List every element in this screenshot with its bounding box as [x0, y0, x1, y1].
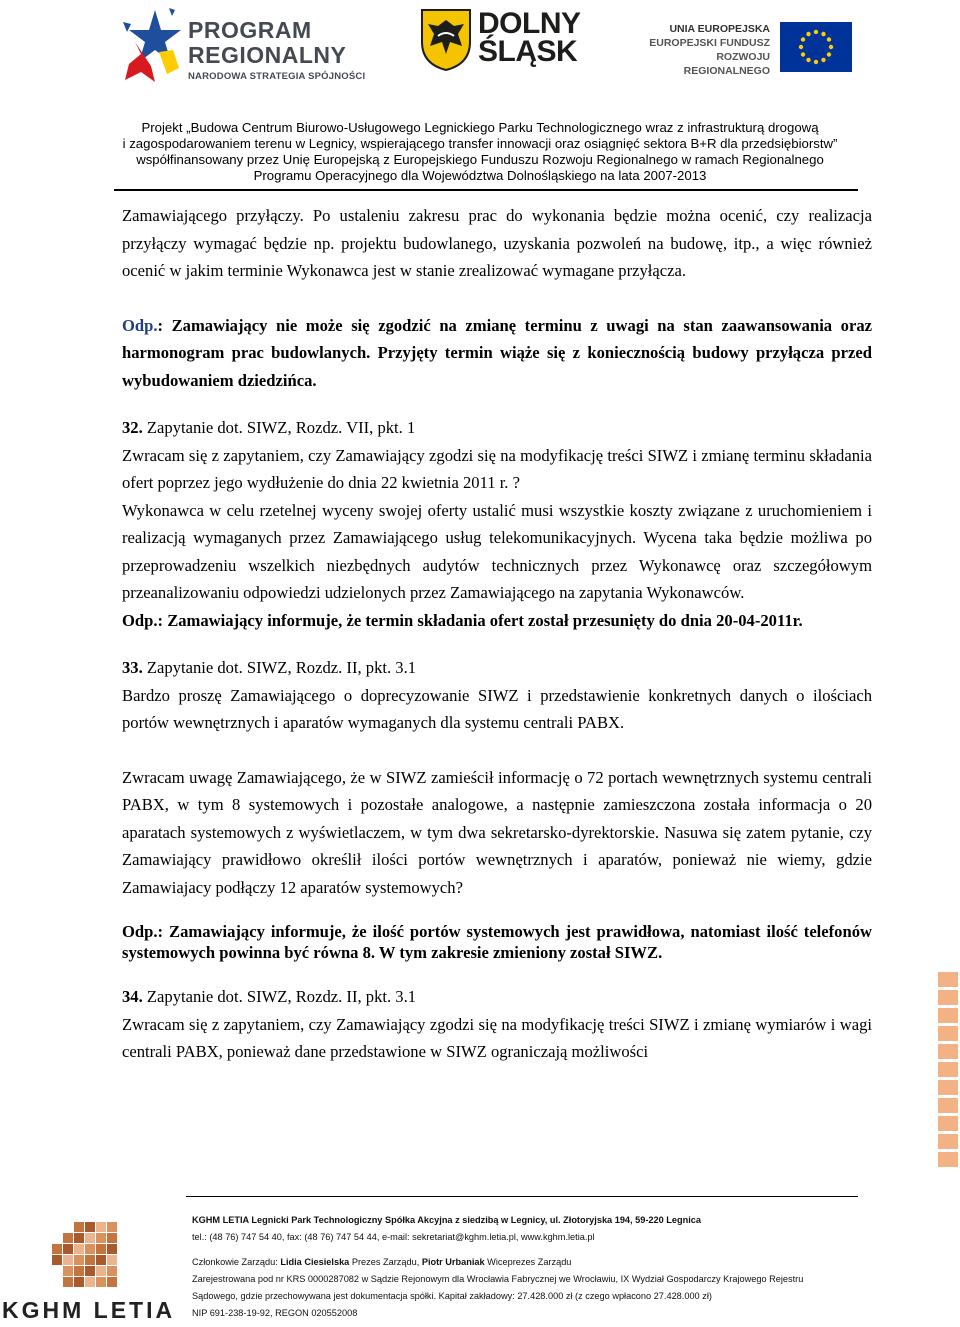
grid-cell	[85, 1266, 95, 1276]
header-divider	[114, 189, 858, 191]
footer-company: KGHM LETIA Legnicki Park Technologiczny Spółka Akcyjna z siedzibą w Legnicy, ul. Złotoryjska 194, 59-220 Legnica	[192, 1215, 702, 1225]
project-header-line3: współfinansowany przez Unię Europejską z Europejskiego Funduszu Rozwoju Regionalnego w ramach Regionalnego	[136, 152, 824, 167]
grid-cell	[52, 1244, 62, 1254]
board-vice-president: Piotr Urbaniak	[421, 1257, 485, 1267]
grid-cell	[74, 1233, 84, 1243]
grid-cell	[96, 1266, 106, 1276]
grid-cell	[74, 1244, 84, 1254]
eu-star-icon	[801, 37, 805, 41]
footer-board	[192, 1254, 872, 1271]
grid-cell	[107, 1266, 117, 1276]
grid-cell	[96, 1244, 106, 1254]
grid-cell	[74, 1277, 84, 1287]
question-32-text: Zwracam się z zapytaniem, czy Zamawiający zgodzi się na modyfikację treści SIWZ i zmianę terminu składania ofert poprzez jego wydłużenie do dnia 22 kwietnia 2011 r. ?	[122, 445, 872, 492]
grid-cell	[85, 1244, 95, 1254]
footer-krs: Zarejestrowana pod nr KRS 0000287082 w Sądzie Rejonowym dla Wrocławia Fabrycznej we Wrocławiu, IX Wydział Gospodarczy Krajowego Rejestru	[192, 1274, 804, 1284]
board-president: Lidia Ciesielska	[280, 1257, 350, 1267]
side-decoration	[938, 972, 958, 1170]
grid-cell	[74, 1266, 84, 1276]
question-34-text: Zwracam się z zapytaniem, czy Zamawiający zgodzi się na modyfikację treści SIWZ i zmianę wymiarów i wagi centrali PABX, ponieważ dane przedstawione w SIWZ ograniczają możliwości	[122, 1014, 872, 1061]
board-prefix: Członkowie Zarządu:	[192, 1257, 281, 1267]
eu-star-icon	[806, 58, 810, 62]
grid-cell	[85, 1233, 95, 1243]
slask-word: ŚLĄSK	[478, 35, 578, 68]
project-header	[60, 120, 900, 184]
project-header-line1: Projekt „Budowa Centrum Biurowo-Usługowego Legnickiego Parku Technologicznego wraz z infrastrukturą drogową	[141, 120, 819, 135]
grid-cell	[85, 1255, 95, 1265]
eu-star-icon	[801, 52, 805, 56]
project-header-line2: i zagospodarowaniem terenu w Legnicy, wspierającego transfer innowacji oraz osiągnięć sektora B+R dla przedsiębiorstw”	[122, 136, 838, 151]
grid-cell	[63, 1233, 73, 1243]
answer-31	[122, 312, 872, 395]
regionalny-word: REGIONALNY	[188, 42, 347, 68]
eu-star-icon	[814, 30, 818, 34]
footer-divider	[186, 1196, 858, 1197]
program-regionalny-logo	[115, 2, 375, 90]
question-title: Zapytanie dot. SIWZ, Rozdz. II, pkt. 3.1	[142, 987, 417, 1006]
grid-cell	[96, 1222, 106, 1232]
eu-star-icon	[829, 45, 833, 49]
answer-33	[122, 921, 872, 963]
question-33-heading	[122, 654, 872, 682]
grid-cell	[63, 1255, 73, 1265]
answer-label: Odp.	[122, 922, 158, 941]
grid-cell	[85, 1277, 95, 1287]
grid-cell	[107, 1244, 117, 1254]
footer-court: Sądowego, gdzie przechowywana jest dokumentacja spółki. Kapitał zakładowy: 27.428.000 zł (z czego wpłacono 27.428.000 zł)	[192, 1291, 712, 1301]
grid-cell	[63, 1266, 73, 1276]
eu-logo	[640, 18, 870, 78]
dolny-word: DOLNY	[478, 7, 581, 40]
grid-cell	[96, 1233, 106, 1243]
dolny-slask-logo	[420, 8, 590, 78]
kghm-letia-grid-icon	[52, 1222, 120, 1290]
question-number: 32.	[122, 418, 143, 437]
footer-nip: NIP 691-238-19-92, REGON 020552008	[192, 1308, 358, 1318]
eu-flag-icon	[780, 22, 852, 72]
eagle-crest-icon	[420, 8, 472, 72]
grid-cell	[96, 1255, 106, 1265]
question-33-text-2: Zwracam uwagę Zamawiającego, że w SIWZ zamieścił informację o 72 portach wewnętrznych systemu centrali PABX, w tym 8 systemowych i pozostałe analogowe, a następnie zamieszczona została informacja o 20 aparatach systemowych z wyświetlaczem, w tym dwa sekretarsko-dyrektorskie. Nasuwa się zatem pytanie, czy Zamawiający prawidłowo określił ilości portów wewnętrznych i aparatów, ponieważ nie wiemy, gdzie Zamawiajacy podłączy 12 aparatów systemowych?	[122, 767, 872, 897]
document-body	[122, 202, 872, 1066]
grid-cell	[52, 1255, 62, 1265]
answer-label: Odp.	[122, 315, 158, 335]
board-suffix: Wiceprezes Zarządu	[484, 1257, 572, 1267]
grid-cell	[74, 1255, 84, 1265]
program-star-icon	[115, 2, 187, 90]
footer	[192, 1212, 872, 1322]
eu-star-icon	[799, 45, 803, 49]
grid-cell	[107, 1255, 117, 1265]
question-title: Zapytanie dot. SIWZ, Rozdz. II, pkt. 3.1	[142, 658, 417, 677]
answer-label: Odp.	[122, 610, 158, 630]
question-34-heading	[122, 983, 872, 1011]
question-number: 33.	[122, 658, 143, 677]
grid-cell	[74, 1222, 84, 1232]
question-number: 34.	[122, 987, 143, 1006]
paragraph-continuation: Zamawiającego przyłączy. Po ustaleniu zakresu prac do wykonania będzie można ocenić, czy realizacja przyłączy wymagać będzie np. projektu budowlanego, uzyskania pozwoleń na budowę, itp., a więc również ocenić w jakim terminie Wykonawca jest w stanie zrealizować wymagane przyłącza.	[122, 206, 872, 280]
eu-star-icon	[806, 32, 810, 36]
question-33-text: Bardzo proszę Zamawiającego o doprecyzowanie SIWZ i przedstawienie konkretnych danych o ilościach portów wewnętrznych i aparatów wymaganych dla systemu centrali PABX.	[122, 685, 872, 732]
eu-star-icon	[827, 37, 831, 41]
answer-text: : Zamawiający informuje, że termin składania ofert został przesunięty do dnia 20-04-2011r.	[157, 610, 803, 630]
logo-bar	[0, 0, 960, 115]
grid-cell	[85, 1222, 95, 1232]
grid-cell	[107, 1277, 117, 1287]
ue-line1: UNIA EUROPEJSKA	[669, 23, 770, 35]
grid-cell	[63, 1277, 73, 1287]
answer-32	[122, 607, 872, 635]
grid-cell	[63, 1244, 73, 1254]
program-subtitle: NARODOWA STRATEGIA SPÓJNOŚCI	[188, 71, 366, 82]
grid-cell	[107, 1233, 117, 1243]
question-32-text-2: Wykonawca w celu rzetelnej wyceny swojej oferty ustalić musi wszystkie koszty związane z uruchomieniem i realizacją wymaganych przez Zamawiającego usług telekomunikacyjnych. Wycena taka będzie możliwa po przeprowadzeniu wszelkich niezbędnych audytów technicznych przez Wykonawcę oraz szczegółowym przeanalizowaniu odpowiedzi udzielonych przez Zamawiającego na zapytania Wykonawców.	[122, 500, 872, 602]
eu-star-icon	[821, 58, 825, 62]
answer-text: : Zamawiający nie może się zgodzić na zmianę terminu z uwagi na stan zaawansowania oraz harmonogram prac budowlanych. Przyjęty termin wiąże się z koniecznością budowy przyłącza przed wybudowaniem dziedzińca.	[122, 315, 872, 390]
kghm-letia-logo-text: KGHM LETIA	[2, 1297, 176, 1323]
project-header-line4: Programu Operacyjnego dla Województwa Dolnośląskiego na lata 2007-2013	[253, 168, 707, 183]
eu-star-icon	[814, 60, 818, 64]
grid-cell	[96, 1277, 106, 1287]
question-title: Zapytanie dot. SIWZ, Rozdz. VII, pkt. 1	[142, 418, 416, 437]
answer-text: : Zamawiający informuje, że ilość portów systemowych jest prawidłowa, natomiast ilość telefonów systemowych powinna być równa 8. W tym zakresie zmieniony został SIWZ.	[122, 922, 872, 962]
grid-cell	[107, 1222, 117, 1232]
ue-line3: ROZWOJU REGIONALNEGO	[683, 51, 770, 77]
eu-star-icon	[821, 32, 825, 36]
question-32-heading	[122, 414, 872, 442]
program-word: PROGRAM	[188, 17, 312, 43]
eu-star-icon	[827, 52, 831, 56]
board-mid: Prezes Zarządu,	[349, 1257, 422, 1267]
footer-contact: tel.: (48 76) 747 54 40, fax: (48 76) 747 54 44, e-mail: sekretariat@kghm.letia.pl, www.kghm.letia.pl	[192, 1232, 595, 1242]
ue-line2: EUROPEJSKI FUNDUSZ	[649, 37, 770, 49]
